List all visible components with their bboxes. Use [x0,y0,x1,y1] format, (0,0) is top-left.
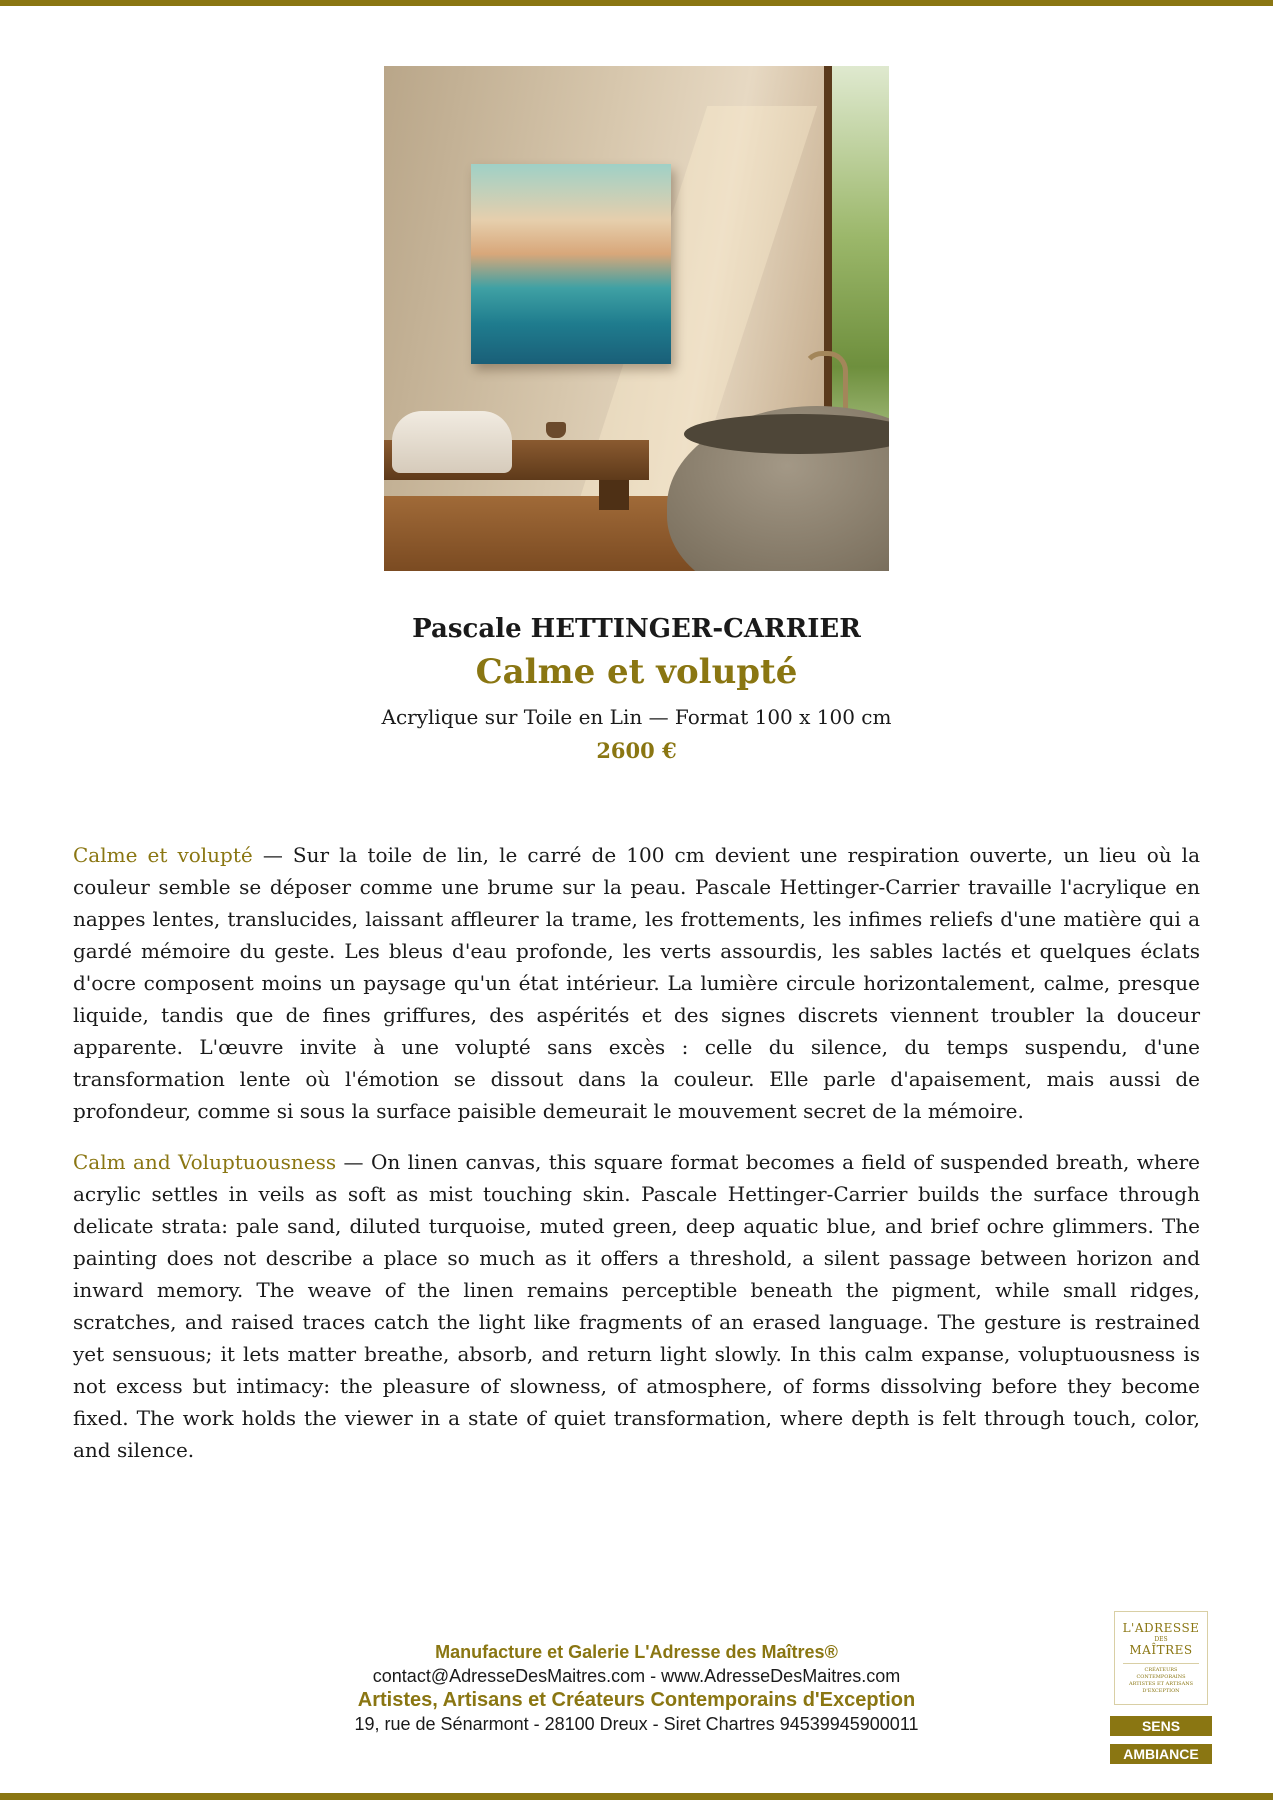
logo-line-2: DES [1154,1636,1168,1643]
gallery-logo [1114,1611,1208,1705]
description-english-lead: Calm and Voluptuousness [73,1150,337,1174]
description-english [73,1146,1200,1466]
artwork-title: Calme et volupté [475,652,798,692]
towel-shape [392,411,512,473]
painting-canvas [471,164,671,364]
gallery-tagline: Artistes, Artisans et Créateurs Contemporains d'Exception [357,1689,916,1711]
logo-line-1: L'ADRESSE [1122,1621,1200,1635]
address-line: 19, rue de Sénarmont - 28100 Dreux - Siret Chartres 94539945900011 [354,1714,919,1734]
tag-ambiance: AMBIANCE [1110,1744,1212,1764]
description-english-text: — On linen canvas, this square format becomes a field of suspended breath, where acrylic settles in veils as soft as mist touching skin. Pascale Hettinger-Carrier builds the surface through delicate strata: pale sand, diluted turquoise, muted green, deep aquatic blue, and brief ochre glimmers. The painting does not describe a place so much as it offers a threshold, a silent passage between horizon and inward memory. The weave of the linen remains perceptible beneath the pigment, while small ridges, scratches, and raised traces catch the light like fragments of an erased language. The gesture is restrained yet sensuous; it lets matter breathe, absorb, and return light slowly. In this calm expanse, voluptuousness is not excess but intimacy: the pleasure of slowness, of atmosphere, of forms dissolving before they become fixed. The work holds the viewer in a state of quiet transformation, where depth is felt through touch, color, and silence. [73,1150,1200,1462]
logo-line-4: CRÉATEURS CONTEMPORAINS ARTISTES ET ARTISANS D'EXCEPTION [1123,1663,1199,1695]
artist-name: Pascale HETTINGER-CARRIER [412,614,861,644]
description-french-text: — Sur la toile de lin, le carré de 100 cm devient une respiration ouverte, un lieu où la couleur semble se déposer comme une brume sur la peau. Pascale Hettinger-Carrier travaille l'acrylique en nappes lentes, translucides, laissant affleurer la trame, les frottements, les infimes reliefs d'une matière qui a gardé mémoire du geste. Les bleus d'eau profonde, les verts assourdis, les sables lactés et quelques éclats d'ocre composent moins un paysage qu'un état intérieur. La lumière circule horizontalement, calme, presque liquide, tandis que de fines griffures, des aspérités et des signes discrets viennent troubler la douceur apparente. L'œuvre invite à une volupté sans excès : celle du silence, du temps suspendu, d'une transformation lente où l'émotion se dissout dans la couleur. Elle parle d'apaisement, mais aussi de profondeur, comme si sous la surface paisible demeurait le mouvement secret de la mémoire. [73,843,1201,1123]
footer [0,1640,1273,1736]
tag-sens: SENS [1110,1716,1212,1736]
bench-leg-shape [599,480,629,510]
contact-line: contact@AdresseDesMaitres.com - www.AdresseDesMaitres.com [372,1666,901,1686]
artwork-price: 2600 € [596,738,677,763]
description-french-lead: Calme et volupté [73,843,253,867]
logo-line-3: MAÎTRES [1129,1643,1193,1657]
bottom-rule [0,1793,1273,1800]
artwork-medium-format: Acrylique sur Toile en Lin — Format 100 x 100 cm [381,705,892,729]
top-rule [0,0,1273,6]
artwork-photo [384,66,889,571]
cup-shape [546,422,566,438]
description-french [73,839,1200,1127]
gallery-name: Manufacture et Galerie L'Adresse des Maîtres® [435,1642,838,1662]
